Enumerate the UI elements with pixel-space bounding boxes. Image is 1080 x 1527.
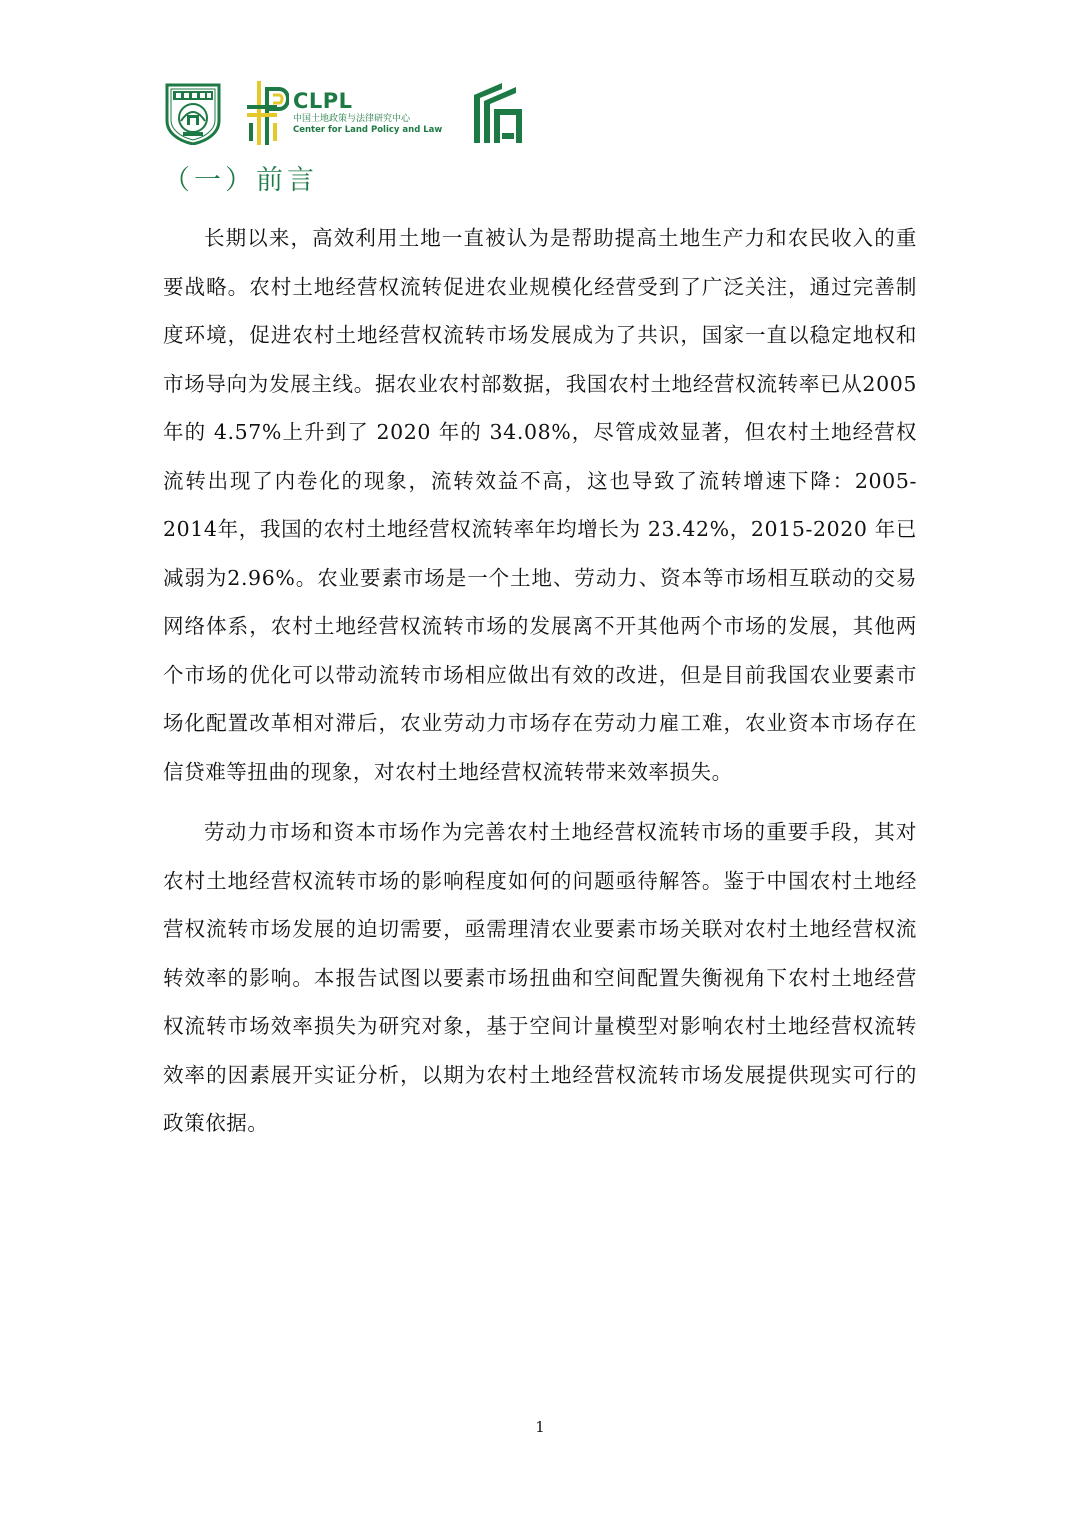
section-title: （一）前言 xyxy=(163,165,318,196)
clpl-title: CLPL xyxy=(293,89,353,113)
paragraph: 长期以来，高效利用土地一直被认为是帮助提高土地生产力和农民收入的重要战略。农村土地经营权流转促进农业规模化经营受到了广泛关注，通过完善制度环境，促进农村土地经营权流转市场发展成为了共识，国家一直以稳定地权和市场导向为发展主线。据农业农村部数据，我国农村土地经营权流转率已从2005 年的 4.57%上升到了 2020 年的 34.08%，尽管成效显著，但农村土地经营权流转出现了内卷化的现象，流转效益不高，这也导致了流转增速下降：2005-2014年，我国的农村土地经营权流转率年均增长为 23.42%，2015-2020 年已减弱为2.96%。农业要素市场是一个土地、劳动力、资本等市场相互联动的交易网络体系，农村土地经营权流转市场的发展离不开其他两个市场的发展，其他两个市场的优化可以带动流转市场相应做出有效的改进，但是目前我国农业要素市场化配置改革相对滞后，农业劳动力市场存在劳动力雇工难，农业资本市场存在信贷难等扭曲的现象，对农村土地经营权流转带来效率损失。 xyxy=(163,226,917,784)
clpl-wordmark xyxy=(293,90,442,136)
clpl-subtitle-en: Center for Land Policy and Law xyxy=(293,125,443,135)
page-header xyxy=(163,78,524,148)
page-number: 1 xyxy=(535,1418,545,1436)
document-body xyxy=(163,214,917,1148)
clpl-mark-icon xyxy=(247,81,289,145)
clpl-logo xyxy=(247,81,442,145)
seal-icon xyxy=(163,81,223,145)
paragraph: 劳动力市场和资本市场作为完善农村土地经营权流转市场的重要手段，其对农村土地经营权流转市场的影响程度如何的问题亟待解答。鉴于中国农村土地经营权流转市场发展的迫切需要，亟需理清农业要素市场关联对农村土地经营权流转效率的影响。本报告试图以要素市场扭曲和空间配置失衡视角下农村土地经营权流转市场效率损失为研究对象，基于空间计量模型对影响农村土地经营权流转效率的因素展开实证分析，以期为农村土地经营权流转市场发展提供现实可行的政策依据。 xyxy=(163,820,917,1135)
clpl-subtitle-cn: 中国土地政策与法律研究中心 xyxy=(293,114,411,124)
building-icon xyxy=(472,81,524,145)
